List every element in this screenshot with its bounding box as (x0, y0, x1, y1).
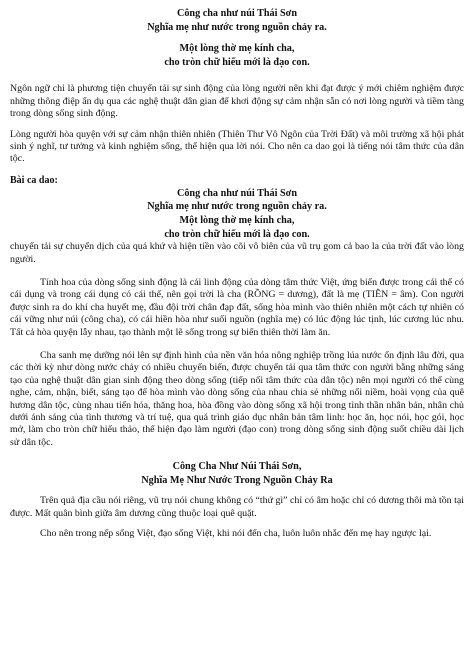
paragraph-7: Cho nên trong nếp sống Việt, đạo sống Việt, khi nói đến cha, luôn luôn nhắc đến mẹ hay ngược lại. (40, 528, 432, 540)
verse-repeat-line-3: Một lòng thờ mẹ kính cha, (179, 215, 295, 226)
verse-repeat-line-4: cho tròn chữ hiếu mới là đạo con. (164, 228, 310, 240)
verse-repeat-line-2: Nghĩa mẹ như nước trong nguồn chảy ra. (147, 201, 327, 213)
verse-repeat-line-1: Công cha như núi Thái Sơn (176, 187, 297, 199)
verse-line-4: cho tròn chữ hiếu mới là đạo con. (164, 56, 310, 68)
paragraph-1: Ngôn ngữ chỉ là phương tiện chuyển tải sự sinh động của lòng người nên khi đạt được ý mới chiêm nghiệm được những thông điệp ẩn dụ qua các nghệ thuật dân gian để khơi động sự cảm nhận sẵn có nơi lòng người và tiềm tàng trong dòng sống sinh động. (10, 83, 464, 120)
section-title-line-2: Nghĩa Mẹ Như Nước Trong Nguồn Chảy Ra (141, 474, 333, 486)
opening-verse (10, 7, 464, 69)
paragraph-2: Lòng người hòa quyện với sự cảm nhận thiên nhiên (Thiên Thư Vô Ngôn của Trời Đất) và môi trường xã hội phát sinh ý nghĩ, tư tưởng và kinh nghiệm sống, thể hiện qua lời nói. Cho nên ca dao gọi là tiếng nói tâm thức của dân tộc. (10, 128, 464, 165)
paragraph-6: Trên quả địa cầu nói riêng, vũ trụ nói chung không có “thứ gì” chỉ có âm hoặc chỉ có dương thôi mà tồn tại được. Mất quân bình giữa âm dương cũng thuộc loại quê quặt. (10, 495, 464, 519)
paragraph-5: Cha sanh mẹ dưỡng nói lên sự định hình của nền văn hóa nông nghiệp trồng lúa nước ổn định lâu đời, qua các thời kỳ như dòng nước chảy có nhiều chuyển biến, được chuyển tải qua tâm thức con người bằng những sáng tạo của nghệ thuật dân gian sinh động theo dòng sống (tiếp nối tâm thức của dân tộc) nên mọi người có thể cùng nghe, cảm, nhận, biết, sáng tạo để hòa mình vào dòng sống của nhau chia sẻ những nổi niềm, hoài vọng của quê hương dân tộc, cùng nhau tiến hóa, thăng hoa, hòa đồng vào dòng sống xã hội trong tình thần nhân bản, nhân chủ dưới ánh sáng của tình thương và trí tuệ, qua quá trình giáo dục nhân bản tâm linh: học ăn, học nói, học gói, học mở, làm cho tròn chữ hiếu thảo, thể hiện đạo làm người (đạo con) trong dòng sống sinh động suốt chiều dài lịch sử dân tộc. (10, 350, 464, 448)
verse-line-2: Nghĩa mẹ như nước trong nguồn chảy ra. (147, 21, 327, 33)
bai-ca-dao-label: Bài ca dao: (10, 174, 58, 186)
paragraph-4: Tính hoa của dòng sống sinh động là cái linh động của dòng tâm thức Việt, ứng biến được trong cái thế có cái dụng và trong cái dụng có cái thế, nên gọi trời là cha (RỒNG = dương), đất là mẹ (TIÊN = âm). Con người được sinh ra do khí cha huyết mẹ, đầu đội trời chân đạp đất, sống hòa mình vào thiên nhiên một cách tự nhiên có cái vững như núi (công cha), có cái hiền hòa như suối nguồn (nghĩa mẹ) có lúc động lúc tịnh, lúc cương lúc nhu. Tất cả hòa quyện lẫy nhau, tạo thành một lẽ sống trong sự biến thiên thời làm ăn. (10, 277, 464, 338)
section-title-line-1: Công Cha Như Núi Thái Sơn, (172, 461, 302, 473)
verse-line-3: Một lòng thờ mẹ kính cha, (179, 43, 295, 55)
verse-line-1: Công cha như núi Thái Sơn (176, 8, 297, 19)
repeated-verse (10, 187, 464, 241)
paragraph-3: chuyển tải sự chuyển dịch của quá khứ và hiện tiền vào cõi vô biên của vũ trụ gom cả bao la của trời đất vào lòng người. (10, 241, 464, 265)
